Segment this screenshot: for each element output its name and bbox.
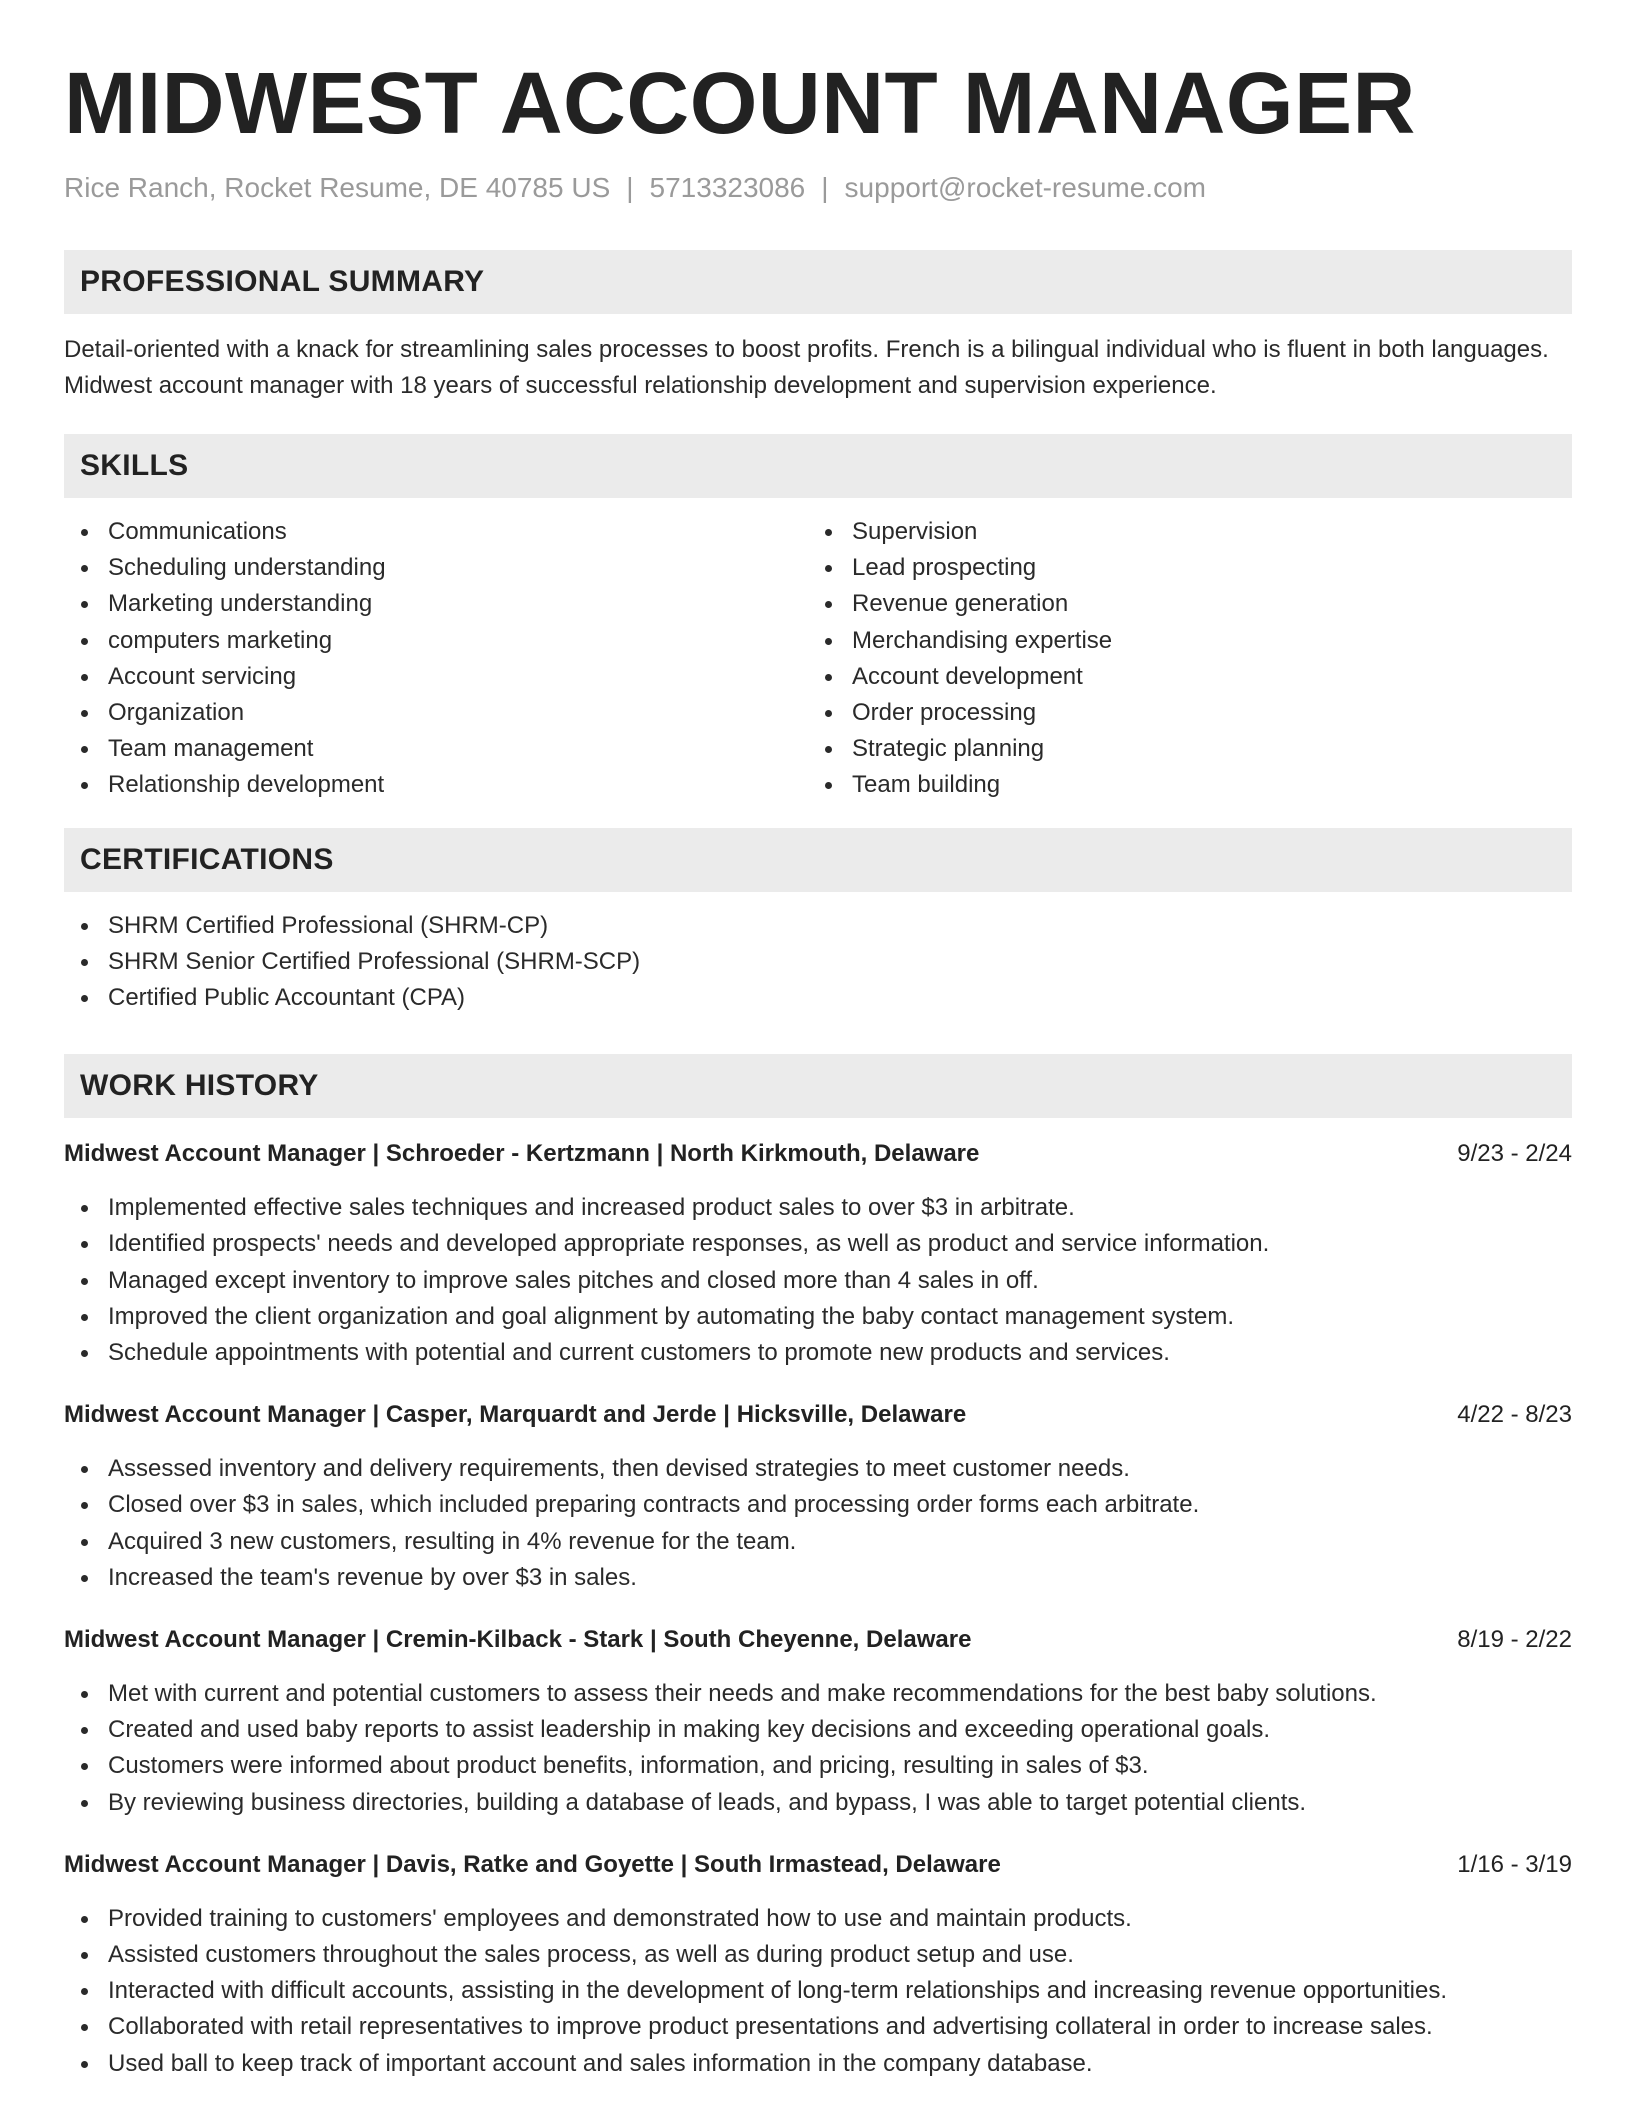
job-bullet: Increased the team's revenue by over $3 in sales. [64, 1560, 1572, 1596]
job-bullet: Schedule appointments with potential and current customers to promote new products and services. [64, 1335, 1572, 1371]
skills-list-left [64, 514, 808, 804]
job-bullets [64, 1190, 1572, 1371]
skill-item: Organization [64, 695, 808, 731]
job-title: Midwest Account Manager | Casper, Marquardt and Jerde | Hicksville, Delaware [64, 1401, 967, 1429]
job-dates: 1/16 - 3/19 [1457, 1850, 1572, 1878]
job-bullet: Identified prospects' needs and developed appropriate responses, as well as product and service information. [64, 1226, 1572, 1262]
skill-item: Merchandising expertise [808, 623, 1552, 659]
job-header [64, 1136, 1572, 1172]
job-bullet: Assessed inventory and delivery requirements, then devised strategies to meet customer needs. [64, 1451, 1572, 1487]
skill-item: Relationship development [64, 767, 808, 803]
skill-item: Order processing [808, 695, 1552, 731]
skill-item: Scheduling understanding [64, 550, 808, 586]
certifications-heading: CERTIFICATIONS [64, 828, 1572, 892]
job-bullet: Interacted with difficult accounts, assisting in the development of long-term relationships and increasing revenue opportunities. [64, 1973, 1572, 2009]
skill-item: Communications [64, 514, 808, 550]
contact-email[interactable]: support@rocket-resume.com [844, 172, 1206, 203]
job-entry [64, 1622, 1572, 1821]
skills-heading: SKILLS [64, 434, 1572, 498]
skill-item: Strategic planning [808, 731, 1552, 767]
job-entry [64, 1397, 1572, 1596]
skills-list-right [808, 514, 1552, 804]
summary-text: Detail-oriented with a knack for streamlining sales processes to boost profits. French is a bilingual individual who is fluent in both languages. Midwest account manager with 18 years of successful relationship development and supervision experience. [64, 336, 1549, 399]
job-bullet: Managed except inventory to improve sales pitches and closed more than 4 sales in off. [64, 1263, 1572, 1299]
skill-item: Marketing understanding [64, 586, 808, 622]
job-title: Midwest Account Manager | Cremin-Kilback - Stark | South Cheyenne, Delaware [64, 1626, 972, 1654]
summary-heading: PROFESSIONAL SUMMARY [64, 250, 1572, 314]
job-dates: 9/23 - 2/24 [1457, 1140, 1572, 1168]
job-bullet: Created and used baby reports to assist leadership in making key decisions and exceeding operational goals. [64, 1712, 1572, 1748]
skill-item: Revenue generation [808, 586, 1552, 622]
job-dates: 8/19 - 2/22 [1457, 1626, 1572, 1654]
skill-item: Lead prospecting [808, 550, 1552, 586]
contact-line [64, 168, 1572, 208]
job-header [64, 1622, 1572, 1658]
job-bullet: Acquired 3 new customers, resulting in 4% revenue for the team. [64, 1524, 1572, 1560]
skills-grid [64, 514, 1572, 804]
job-title: Midwest Account Manager | Davis, Ratke and Goyette | South Irmastead, Delaware [64, 1850, 1001, 1878]
job-bullet: Collaborated with retail representatives to improve product presentations and advertising collateral in order to increase sales. [64, 2009, 1572, 2045]
job-dates: 4/22 - 8/23 [1457, 1401, 1572, 1429]
job-bullet: Provided training to customers' employees and demonstrated how to use and maintain products. [64, 1901, 1572, 1937]
job-bullet: Assisted customers throughout the sales process, as well as during product setup and use. [64, 1937, 1572, 1973]
skill-item: Account servicing [64, 659, 808, 695]
job-bullet: Implemented effective sales techniques and increased product sales to over $3 in arbitrate. [64, 1190, 1572, 1226]
job-header [64, 1847, 1572, 1883]
skill-item: Supervision [808, 514, 1552, 550]
work-history-heading: WORK HISTORY [64, 1054, 1572, 1118]
job-bullets [64, 1451, 1572, 1596]
contact-separator: | [626, 172, 634, 203]
skill-item: Account development [808, 659, 1552, 695]
job-bullet: Used ball to keep track of important account and sales information in the company database. [64, 2046, 1572, 2082]
resume-name: MIDWEST ACCOUNT MANAGER [64, 55, 1416, 152]
job-bullets [64, 1901, 1572, 2082]
job-bullet: Met with current and potential customers to assess their needs and make recommendations for the best baby solutions. [64, 1676, 1572, 1712]
job-bullets [64, 1676, 1572, 1821]
skill-item: Team building [808, 767, 1552, 803]
job-entry [64, 1847, 1572, 2082]
certification-item: Certified Public Accountant (CPA) [64, 980, 1572, 1016]
certification-item: SHRM Certified Professional (SHRM-CP) [64, 908, 1572, 944]
certifications-list [64, 908, 1572, 1017]
contact-phone[interactable]: 5713323086 [649, 172, 806, 203]
job-entry [64, 1136, 1572, 1371]
job-header [64, 1397, 1572, 1433]
job-bullet: Improved the client organization and goal alignment by automating the baby contact management system. [64, 1299, 1572, 1335]
job-bullet: Closed over $3 in sales, which included preparing contracts and processing order forms each arbitrate. [64, 1487, 1572, 1523]
job-bullet: Customers were informed about product benefits, information, and pricing, resulting in sales of $3. [64, 1748, 1572, 1784]
skill-item: computers marketing [64, 623, 808, 659]
certification-item: SHRM Senior Certified Professional (SHRM-SCP) [64, 944, 1572, 980]
job-title: Midwest Account Manager | Schroeder - Kertzmann | North Kirkmouth, Delaware [64, 1140, 980, 1168]
skill-item: Team management [64, 731, 808, 767]
resume-page [64, 0, 1572, 2082]
contact-address: Rice Ranch, Rocket Resume, DE 40785 US [64, 172, 611, 203]
job-bullet: By reviewing business directories, building a database of leads, and bypass, I was able to target potential clients. [64, 1785, 1572, 1821]
contact-separator: | [821, 172, 829, 203]
